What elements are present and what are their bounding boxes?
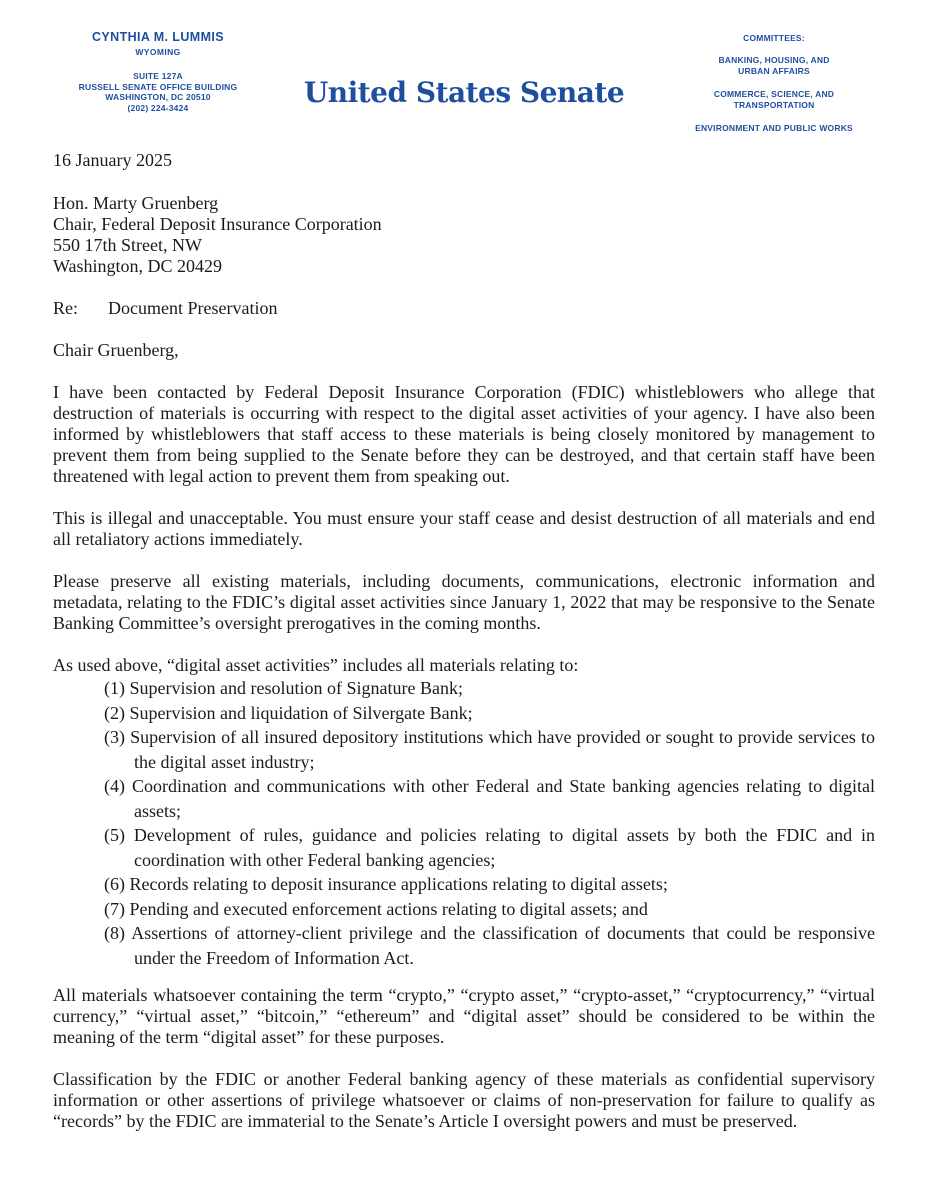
sender-address-line: RUSSELL SENATE OFFICE BUILDING — [78, 81, 238, 92]
recipient-line: Chair, Federal Deposit Insurance Corporation — [53, 214, 382, 234]
sender-phone: (202) 224-3424 — [127, 102, 189, 113]
sender-address-line: SUITE 127A — [133, 71, 183, 81]
committee-name: ENVIRONMENT AND PUBLIC WORKS — [695, 123, 853, 133]
recipient-block — [53, 193, 875, 277]
sender-address-line: WASHINGTON, DC 20510 — [105, 92, 211, 102]
list-item — [53, 725, 875, 774]
committees-label: COMMITTEES: — [743, 33, 805, 43]
list-item-text: Pending and executed enforcement actions relating to digital assets; and — [129, 898, 648, 919]
list-item-text: Development of rules, guidance and policies relating to digital assets by both the FDIC and in coordination with other Federal banking agencies; — [133, 825, 875, 870]
list-item — [53, 823, 875, 872]
list-item — [53, 676, 875, 701]
recipient-line: Hon. Marty Gruenberg — [53, 193, 219, 213]
senate-letterhead — [0, 0, 928, 150]
re-line — [53, 298, 875, 319]
sender-name: CYNTHIA M. LUMMIS — [91, 30, 225, 44]
committee-name: BANKING, HOUSING, AND URBAN AFFAIRS — [718, 55, 830, 76]
list-item — [53, 872, 875, 897]
list-item-marker: (6) — [104, 874, 125, 894]
list-intro: As used above, “digital asset activities” includes all materials relating to: — [53, 655, 579, 675]
recipient-line: Washington, DC 20429 — [53, 256, 223, 276]
letter-content — [53, 150, 875, 1153]
list-item-marker: (5) — [104, 825, 125, 845]
list-item — [53, 701, 875, 726]
list-item-marker: (2) — [104, 702, 125, 723]
list-item-marker: (4) — [104, 776, 125, 796]
paragraph: All materials whatsoever containing the term “crypto,” “crypto asset,” “crypto-asset,” “cryptocurrency,” “virtual currency,” “virtual asset,” “bitcoin,” “ethereum” and “digital asset” should be considered to be within the meaning of the term “digital asset” for these purposes. — [53, 985, 875, 1047]
senate-wordmark: United States Senate — [303, 76, 625, 109]
list-item-text: Coordination and communications with other Federal and State banking agencies relating to digital assets; — [131, 776, 875, 821]
sender-state: WYOMING — [135, 47, 181, 57]
re-subject: Document Preservation — [108, 298, 278, 318]
recipient-line: 550 17th Street, NW — [53, 235, 202, 255]
list-item-marker: (7) — [104, 898, 125, 919]
list-item-text: Supervision and liquidation of Silvergate Bank; — [129, 702, 473, 723]
salutation: Chair Gruenberg, — [53, 340, 179, 360]
list-item-text: Records relating to deposit insurance applications relating to digital assets; — [129, 874, 668, 894]
list-item — [53, 774, 875, 823]
list-item-text: Supervision and resolution of Signature Bank; — [129, 678, 463, 698]
paragraph: This is illegal and unacceptable. You must ensure your staff cease and desist destruction of all materials and end all retaliatory actions immediately. — [53, 508, 875, 549]
paragraph: I have been contacted by Federal Deposit Insurance Corporation (FDIC) whistleblowers who allege that destruction of materials is occurring with respect to the digital asset activities of your agency. I have also been informed by whistleblowers that staff access to these materials is being closely monitored by management to prevent them from being supplied to the Senate before they can be destroyed, and that certain staff have been threatened with legal action to prevent them from speaking out. — [53, 382, 875, 486]
list-item-marker: (3) — [104, 727, 125, 747]
re-label: Re: — [53, 298, 78, 318]
list-item-text: Assertions of attorney-client privilege and the classification of documents that could be responsive under the Freedom of Information Act. — [131, 923, 875, 968]
list-item-text: Supervision of all insured depository institutions which have provided or sought to provide services to the digital asset industry; — [130, 727, 875, 772]
digital-asset-list — [53, 676, 875, 970]
list-item-marker: (8) — [104, 923, 125, 943]
list-item-marker: (1) — [104, 678, 125, 698]
paragraph: Classification by the FDIC or another Federal banking agency of these materials as confidential supervisory information or other assertions of privilege whatsoever or claims of non-preservation for failure to qualify as “records” by the FDIC are immaterial to the Senate’s Article I oversight powers and must be preserved. — [53, 1069, 875, 1131]
committees-block — [654, 33, 894, 134]
list-item — [53, 921, 875, 970]
list-item — [53, 897, 875, 922]
letter-date: 16 January 2025 — [53, 150, 172, 170]
committee-name: COMMERCE, SCIENCE, AND TRANSPORTATION — [713, 89, 835, 110]
paragraph: Please preserve all existing materials, including documents, communications, electronic information and metadata, relating to the FDIC’s digital asset activities since January 1, 2022 that may be responsive to the Senate Banking Committee’s oversight prerogatives in the coming months. — [53, 571, 875, 633]
